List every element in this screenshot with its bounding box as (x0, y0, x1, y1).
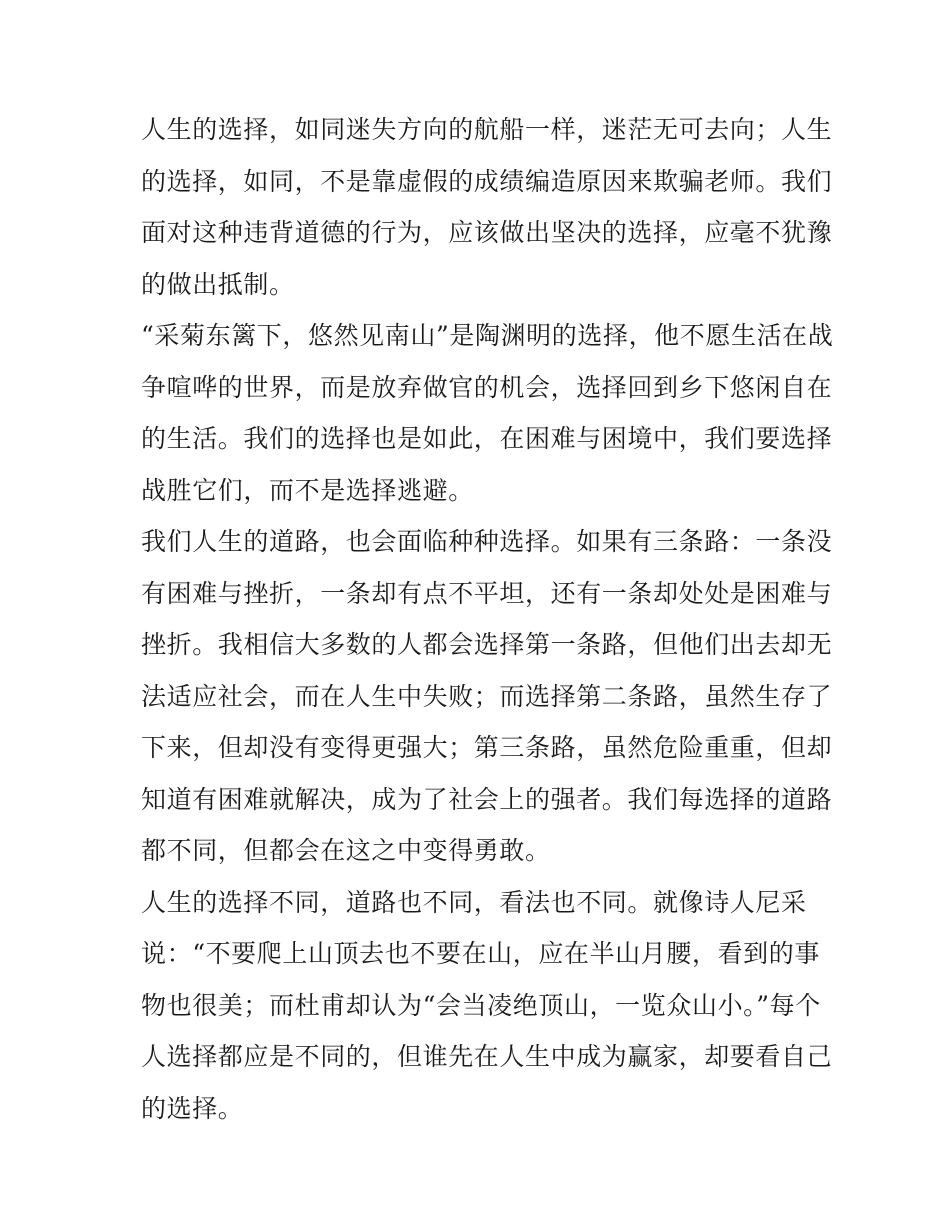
text-line: 的生活。我们的选择也是如此，在困难与困境中，我们要选择 (141, 424, 833, 453)
text-line: 的选择，如同，不是靠虚假的成绩编造原因来欺骗老师。我们 (141, 166, 833, 196)
text-line: 人生的选择，如同迷失方向的航船一样，迷茫无可去向；人生 (141, 115, 833, 144)
text-line: 有困难与挫折，一条却有点不平坦，还有一条却处处是困难与 (141, 578, 833, 608)
text-line: 面对这种违背道德的行为，应该做出坚决的选择，应毫不犹豫 (141, 218, 833, 247)
text-line: 的选择。 (141, 1093, 244, 1123)
text-line: 物也很美；而杜甫却认为“会当凌绝顶山，一览众山小。”每个 (141, 990, 821, 1020)
text-line: 都不同，但都会在这之中变得勇敢。 (141, 836, 551, 865)
text-line: 法适应社会，而在人生中失败；而选择第二条路，虽然生存了 (141, 681, 833, 711)
text-line: 的做出抵制。 (141, 269, 295, 299)
text-line: 争喧哗的世界，而是放弃做官的机会，选择回到乡下悠闲自在 (141, 372, 833, 402)
text-line: 知道有困难就解决，成为了社会上的强者。我们每选择的道路 (141, 784, 833, 814)
document-body (141, 104, 834, 1134)
text-line: “采菊东篱下，悠然见南山”是陶渊明的选择，他不愿生活在战 (141, 321, 834, 350)
text-line: 人选择都应是不同的，但谁先在人生中成为赢家，却要看自己 (141, 1042, 833, 1071)
paragraph-2 (141, 310, 834, 516)
text-line: 说：“不要爬上山顶去也不要在山，应在半山月腰，看到的事 (141, 939, 820, 968)
text-line: 下来，但却没有变得更强大；第三条路，虽然危险重重，但却 (141, 733, 833, 762)
paragraph-4 (141, 877, 833, 1135)
text-line: 战胜它们，而不是选择逃避。 (141, 475, 474, 505)
paragraph-3 (141, 516, 833, 877)
text-line: 挫折。我相信大多数的人都会选择第一条路，但他们出去却无 (141, 630, 833, 659)
text-line: 人生的选择不同，道路也不同，看法也不同。就像诗人尼采 (141, 887, 807, 917)
paragraph-1 (141, 104, 833, 310)
text-line: 我们人生的道路，也会面临种种选择。如果有三条路：一条没 (141, 527, 833, 556)
